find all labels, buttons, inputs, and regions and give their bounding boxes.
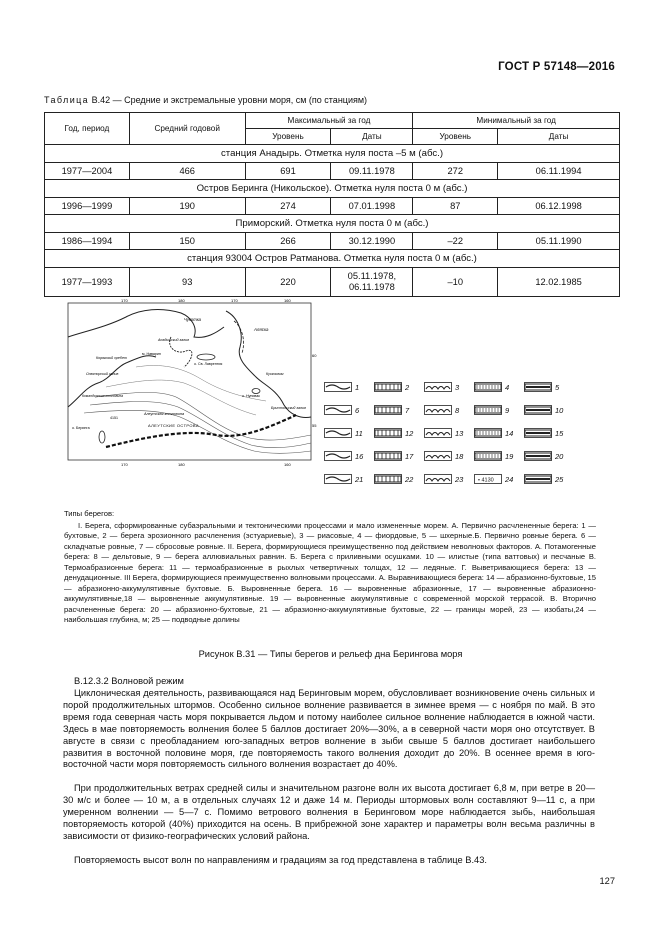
header-min-dates: Даты — [498, 129, 620, 145]
legend-symbol — [324, 405, 352, 415]
legend-number: 10 — [555, 405, 564, 415]
legend-number: 21 — [355, 474, 364, 484]
lon-label: 180 — [178, 298, 185, 303]
legend-symbol — [474, 428, 502, 438]
header-mean: Средний годовой — [129, 113, 245, 145]
legend-symbol — [424, 382, 452, 392]
cell-max-date: 09.11.1978 — [331, 163, 413, 180]
station-row: Приморский. Отметка нуля поста 0 м (абс.) — [45, 215, 620, 233]
legend-number: 8 — [455, 405, 460, 415]
legend-symbol — [474, 405, 502, 415]
legend-symbol — [524, 382, 552, 392]
legend-symbol — [524, 474, 552, 484]
legend-number: 24 — [505, 474, 514, 484]
table-caption — [44, 95, 367, 105]
legend-number: 15 — [555, 428, 564, 438]
legend-number: 2 — [405, 382, 410, 392]
coast-types-body: I. Берега, сформированные субаэральными и тектоническими процессами и мало измененные морем. А. Первично расчлененные берега: 1 — бухтовые, 2 — берега эрозионного расчленения (эстуариевые), 3 — риасовые, 4 — фиордовые, 5 — шхерные.Б. Первично ровные берега. 6 — складчатые ровные, 7 — сбросовые ровные. II. Берега, формирующиеся преимущественно под действием неволновых факторов. А. Потамогенные берега: 8 — дельтовые, 9 — берега аллювиальных равнин. Б. Берега с приливными осушками. 10 — илистые (типа ваттовых) и песчаные В. Термоабразионные берега: 11 — термоабразионные в рыхлых четвертичных толщах, 12 — ледяные. Г. Выветривающиеся берега: 13 — денудационные. III Берега, формирующиеся преимущественно волновыми процессами. А. Выравнивающиеся берега: 14 — абразионно-бухтовые, 15 — абразионно-аккумулятивные бухтовые. Б. Выровненные берега. 16 — выровненные абразионные, 17 — выровненные абразионно-аккумулятивные,18 — выровненные аккумулятивные. 19 — выровненные аккумулятивные с современной морской террасой. В. Вторично расчлененные берега: 20 — абразионно-бухтовые, 21 — абразионно-аккумулятивные бухтовые, 22 — границы морей, 23 — изобаты,24 — наибольшая глубина, м; 25 — подводные долины — [64, 520, 596, 624]
legend-number: 3 — [455, 382, 460, 392]
legend-symbol — [424, 451, 452, 461]
legend-item — [524, 404, 563, 416]
lon-label: 180 — [178, 462, 185, 467]
paragraph: Повторяемость высот волн по направлениям и градациям за год представлена в таблице В.43. — [74, 855, 487, 865]
table-row — [45, 163, 620, 180]
sea-levels-table — [44, 112, 620, 297]
legend-item — [424, 473, 463, 485]
legend-item — [324, 427, 363, 439]
cell-max-date-1: 05.11.1978, — [347, 271, 397, 281]
figure-bering-sea — [66, 297, 571, 497]
map-label-komandor: Командорская котловина — [82, 394, 123, 398]
bering-sea-map — [66, 297, 316, 467]
legend-number: 23 — [455, 474, 464, 484]
legend-item — [374, 381, 409, 393]
legend-symbol — [474, 474, 502, 484]
legend-item — [424, 450, 463, 462]
legend-number: 1 — [355, 382, 360, 392]
legend-symbol — [424, 474, 452, 484]
legend-number: 12 — [405, 428, 414, 438]
cell-period: 1977—2004 — [45, 163, 130, 180]
legend-symbol — [374, 382, 402, 392]
legend-number: 5 — [555, 382, 560, 392]
legend-number: 4 — [505, 382, 510, 392]
cell-max-date — [331, 268, 413, 297]
standard-number: ГОСТ Р 57148—2016 — [498, 61, 615, 73]
header-max-dates: Даты — [331, 129, 413, 145]
map-label-alaska: Аляска — [254, 327, 269, 332]
legend-symbol — [474, 382, 502, 392]
legend-item — [324, 404, 359, 416]
cell-min-level: 272 — [413, 163, 498, 180]
legend-item — [324, 450, 363, 462]
section-title: В.12.3.2 Волновой режим — [74, 676, 184, 686]
map-label-st-lawrence: о. Св. Лаврентия — [194, 362, 223, 366]
table-label: Таблица — [44, 95, 90, 105]
cell-min-level: –10 — [413, 268, 498, 297]
header-period: Год, период — [45, 113, 130, 145]
legend-item — [424, 427, 463, 439]
cell-max-level: 220 — [245, 268, 331, 297]
legend-item — [474, 427, 513, 439]
cell-min-level: –22 — [413, 233, 498, 250]
coast-types-heading: Типы берегов: — [64, 509, 115, 518]
table-row — [45, 198, 620, 215]
map-label-bristol: Бристольский залив — [271, 406, 306, 410]
legend-symbol — [374, 474, 402, 484]
legend-item — [374, 404, 409, 416]
cell-mean: 150 — [129, 233, 245, 250]
map-label-bering-isl: о. Беринга — [72, 426, 90, 430]
legend-number: 16 — [355, 451, 364, 461]
header-min: Минимальный за год — [413, 113, 620, 129]
legend-item — [474, 381, 509, 393]
legend-number: 14 — [505, 428, 514, 438]
map-label-koryak: Корякский хребет — [96, 356, 127, 360]
legend-symbol — [324, 428, 352, 438]
map-label-nunivak: о. Нунивак — [242, 394, 260, 398]
cell-min-date: 06.11.1994 — [498, 163, 620, 180]
map-label-depth: 4151 — [110, 416, 118, 420]
cell-period: 1986—1994 — [45, 233, 130, 250]
legend-number: 6 — [355, 405, 360, 415]
legend-number: 22 — [405, 474, 414, 484]
cell-max-level: 266 — [245, 233, 331, 250]
lon-label: 170 — [121, 462, 128, 467]
map-label-aleutian: АЛЕУТСКИЕ ОСТРОВА — [148, 423, 199, 428]
cell-min-date: 12.02.1985 — [498, 268, 620, 297]
map-label-chukotka: Чукотка — [184, 317, 202, 322]
figure-caption: Рисунок В.31 — Типы берегов и рельеф дна Берингова моря — [198, 649, 463, 659]
legend-symbol — [374, 405, 402, 415]
map-legend — [324, 381, 574, 501]
cell-max-date: 07.01.1998 — [331, 198, 413, 215]
legend-number: 17 — [405, 451, 414, 461]
cell-mean: 466 — [129, 163, 245, 180]
legend-number: 25 — [555, 474, 564, 484]
legend-item — [524, 473, 563, 485]
legend-item — [524, 427, 563, 439]
lat-label: 55 — [312, 423, 317, 428]
table-row — [45, 268, 620, 297]
station-row: станция Анадырь. Отметка нуля поста –5 м (абс.) — [45, 145, 620, 163]
legend-item — [424, 381, 459, 393]
paragraph: Циклоническая деятельность, развивающаяся над Беринговым морем, обусловливает возникновение очень сильных и порой продолжительных штормов. Особенно сильное волнение развивается в зимнее время — с ноября по май. В это время года северная часть моря покрывается льдом и потому наиболее сильное волнение наблюдается в южной части. Здесь в мае повторяемость волнения более 5 баллов достигает 20%—30%, а в северной части моря оно отсутствует. В августе в связи с преобладанием юго-западных ветров волнение в зыби свыше 5 баллов достигает наибольшего развития в восточной половине моря, где повторяемость такого волнения доходит до 20%. В осеннее время в юго-восточной части моря повторяемость сильного волнения возрастает до 40%. — [63, 688, 595, 770]
legend-symbol — [324, 382, 352, 392]
page-number: 127 — [599, 876, 615, 886]
cell-period: 1996—1999 — [45, 198, 130, 215]
legend-item — [474, 404, 509, 416]
map-label-anadyr-bay: Анадырский залив — [158, 338, 189, 342]
paragraph: При продолжительных ветрах средней силы и значительном разгоне волн их высота достигает 6,8 м, при ветре в 20—30 м/с и более — 10 м, а в отдельных случаях 12 и даже 14 м. Периоды штормовых волн составляют 9—11 с, а при умеренном волнении — 5—7 с. Помимо ветрового волнения в Беринговом море наблюдается зыбь, наибольшая повторяемость которой (40%) приходится на осень. В прибрежной зоне характер и параметры волн весьма различны в зависимости от физико-географических условий района. — [63, 783, 595, 841]
map-label-navarin: м. Наварин — [142, 352, 161, 356]
map-label-aleutian-basin: Алеутская котловина — [144, 412, 185, 416]
lon-label: 160 — [284, 298, 291, 303]
legend-item — [324, 473, 363, 485]
legend-item — [374, 473, 413, 485]
legend-number: 13 — [455, 428, 464, 438]
cell-period: 1977—1993 — [45, 268, 130, 297]
legend-item — [374, 450, 413, 462]
cell-max-level: 274 — [245, 198, 331, 215]
map-label-olyutor: Олюторский залив — [86, 372, 119, 376]
legend-symbol — [324, 474, 352, 484]
legend-symbol — [424, 405, 452, 415]
legend-item — [524, 450, 563, 462]
cell-max-date: 30.12.1990 — [331, 233, 413, 250]
legend-symbol — [374, 428, 402, 438]
header-min-level: Уровень — [413, 129, 498, 145]
legend-item — [324, 381, 359, 393]
svg-text:• 4130: • 4130 — [478, 477, 494, 484]
lon-label: 170 — [231, 298, 238, 303]
legend-item — [424, 404, 459, 416]
station-row: Остров Беринга (Никольское). Отметка нуля поста 0 м (абс.) — [45, 180, 620, 198]
legend-item — [374, 427, 413, 439]
legend-number: 11 — [355, 428, 363, 438]
coast-types-text — [64, 509, 596, 626]
legend-number: 9 — [505, 405, 510, 415]
header-max: Максимальный за год — [245, 113, 413, 129]
legend-item — [474, 450, 513, 462]
header-max-level: Уровень — [245, 129, 331, 145]
legend-symbol — [524, 428, 552, 438]
legend-symbol — [424, 428, 452, 438]
cell-min-date: 05.11.1990 — [498, 233, 620, 250]
legend-symbol — [524, 405, 552, 415]
lat-label: 60 — [312, 353, 317, 358]
legend-number: 20 — [555, 451, 564, 461]
station-row: станция 93004 Остров Ратманова. Отметка нуля поста 0 м (абс.) — [45, 250, 620, 268]
cell-min-date: 06.12.1998 — [498, 198, 620, 215]
cell-max-date-2: 06.11.1978 — [348, 282, 395, 292]
lon-label: 160 — [284, 462, 291, 467]
legend-symbol — [324, 451, 352, 461]
legend-item — [474, 473, 513, 485]
cell-min-level: 87 — [413, 198, 498, 215]
table-row — [45, 233, 620, 250]
legend-number: 19 — [505, 451, 514, 461]
map-label-kuskokwim: Кускоквим — [266, 372, 284, 376]
legend-symbol — [474, 451, 502, 461]
cell-mean: 190 — [129, 198, 245, 215]
legend-number: 18 — [455, 451, 464, 461]
cell-mean: 93 — [129, 268, 245, 297]
table-title: В.42 — Средние и экстремальные уровни моря, см (по станциям) — [91, 95, 368, 105]
legend-symbol — [374, 451, 402, 461]
legend-symbol — [524, 451, 552, 461]
lon-label: 170 — [121, 298, 128, 303]
cell-max-level: 691 — [245, 163, 331, 180]
legend-number: 7 — [405, 405, 410, 415]
legend-item — [524, 381, 559, 393]
